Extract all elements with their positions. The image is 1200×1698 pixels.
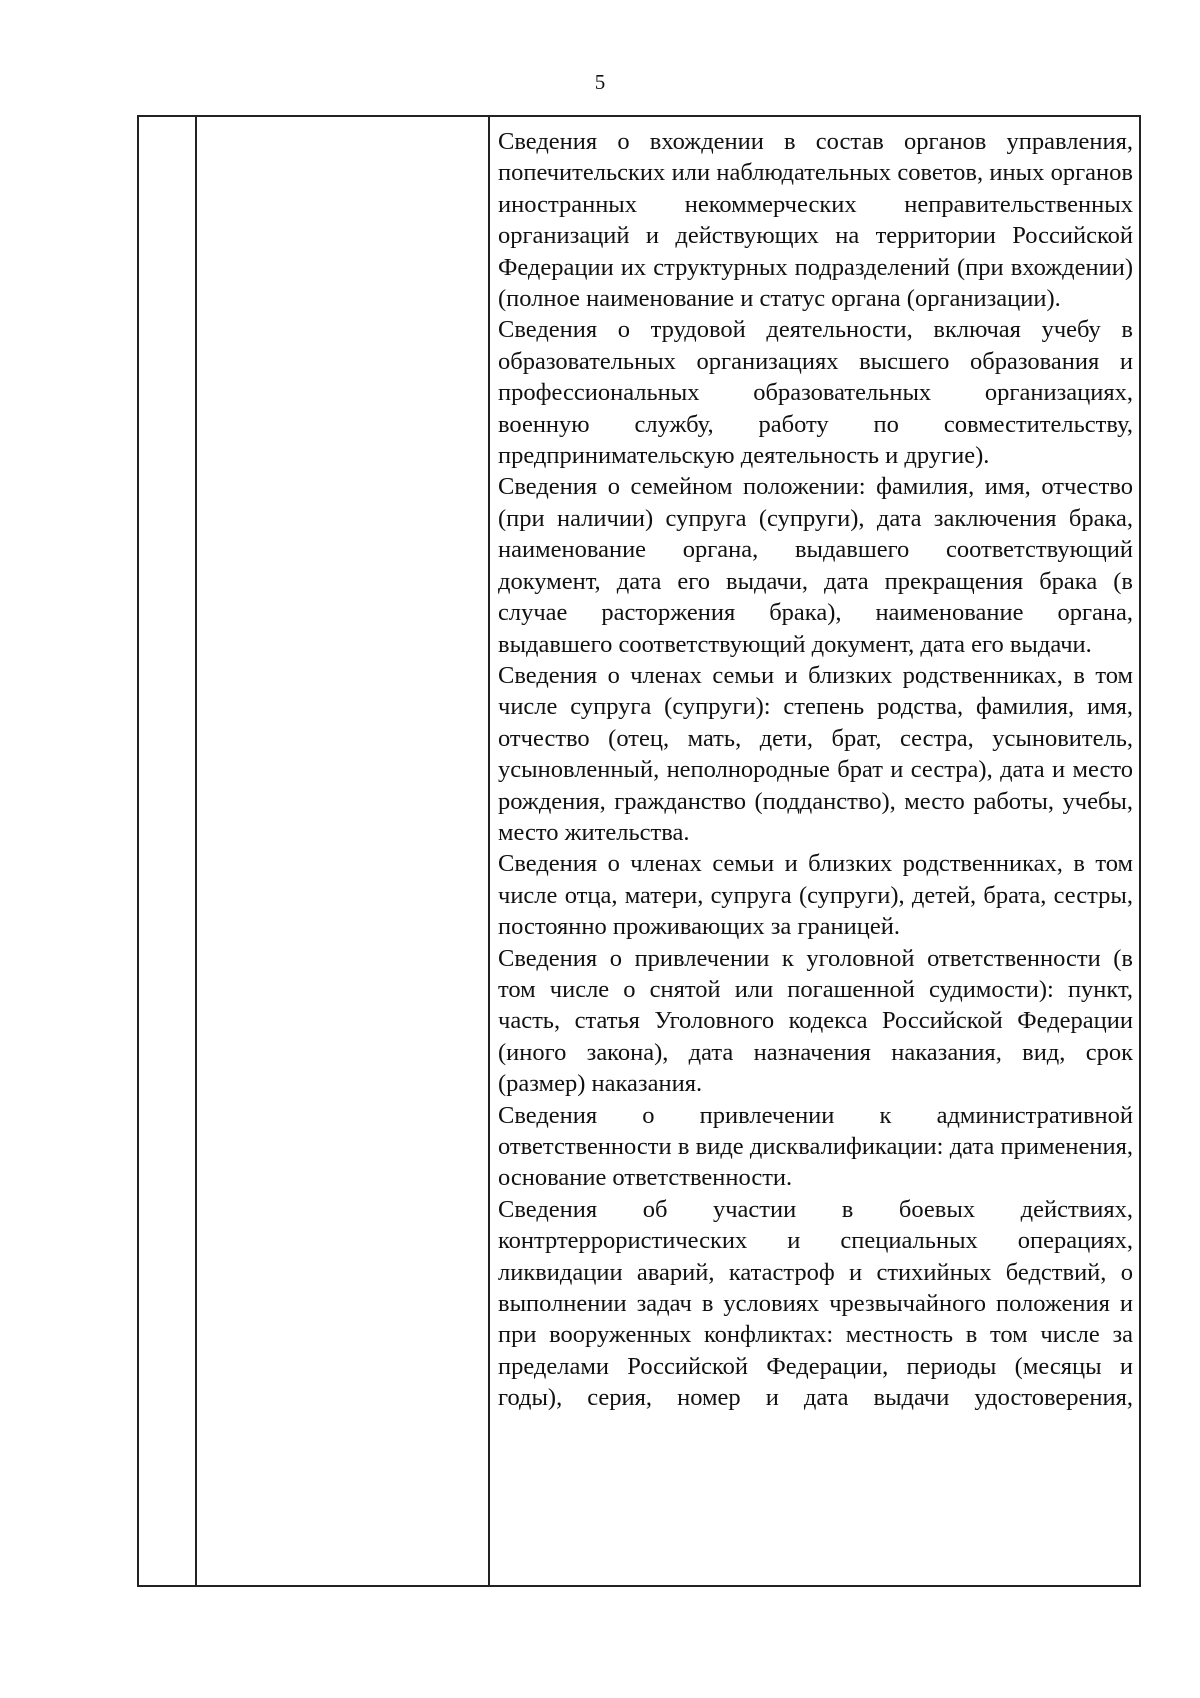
paragraph-marital-status: Сведения о семейном положении: фамилия, имя, отчество (при наличии) супруга (супруги), дата заключения брака, наименование органа, выдавшего соответствующий документ, дата его выдачи, дата прекращения брака (в случае расторжения брака), наименование органа, выдавшего соответствующий документ, дата его выдачи. <box>498 473 1133 658</box>
row-name-cell <box>196 116 489 1586</box>
row-content-cell <box>489 116 1140 1586</box>
paragraph-administrative-liability: Сведения о привлечении к административной ответственности в виде дисквалификации: дата применения, основание ответственности. <box>498 1101 1133 1192</box>
paragraph-family-members: Сведения о членах семьи и близких родственниках, в том числе супруга (супруги): степень родства, фамилия, имя, отчество (отец, мать, дети, брат, сестра, усыновитель, усыновленный, неполнородные брат и сестра), дата и место рождения, гражданство (подданство), место работы, учебы, место жительства. <box>498 661 1133 846</box>
paragraph-criminal-liability: Сведения о привлечении к уголовной ответственности (в том числе о снятой или погашенной судимости): пункт, часть, статья Уголовного кодекса Российской Федерации (иного закона), дата назначения наказания, вид, срок (размер) наказания. <box>498 944 1133 1098</box>
paragraph-employment: Сведения о трудовой деятельности, включая учебу в образовательных организациях высшего образования и профессиональных образовательных организациях, военную службу, работу по совместительству, предпринимательскую деятельность и другие). <box>498 316 1133 470</box>
paragraph-combat-participation: Сведения об участии в боевых действиях, контртеррористических и специальных операциях, ликвидации аварий, катастроф и стихийных бедствий, о выполнении задач в условиях чрезвычайного положения и при вооруженных конфликтах: местность в том числе за пределами Российской Федерации, периоды (месяцы и годы), серия, номер и дата выдачи удостоверения, <box>498 1195 1133 1412</box>
document-table <box>137 115 1141 1587</box>
page-number: 5 <box>594 70 606 94</box>
table-row <box>138 116 1140 1586</box>
paragraph-governing-bodies: Сведения о вхождении в состав органов управления, попечительских или наблюдательных советов, иных органов иностранных некоммерческих неправительственных организаций и действующих на территории Российской Федерации их структурных подразделений (при вхождении) (полное наименование и статус органа (организации). <box>498 128 1133 313</box>
paragraph-relatives-abroad: Сведения о членах семьи и близких родственниках, в том числе отца, матери, супруга (супруги), детей, брата, сестры, постоянно проживающих за границей. <box>498 850 1133 941</box>
row-number-cell <box>138 116 196 1586</box>
